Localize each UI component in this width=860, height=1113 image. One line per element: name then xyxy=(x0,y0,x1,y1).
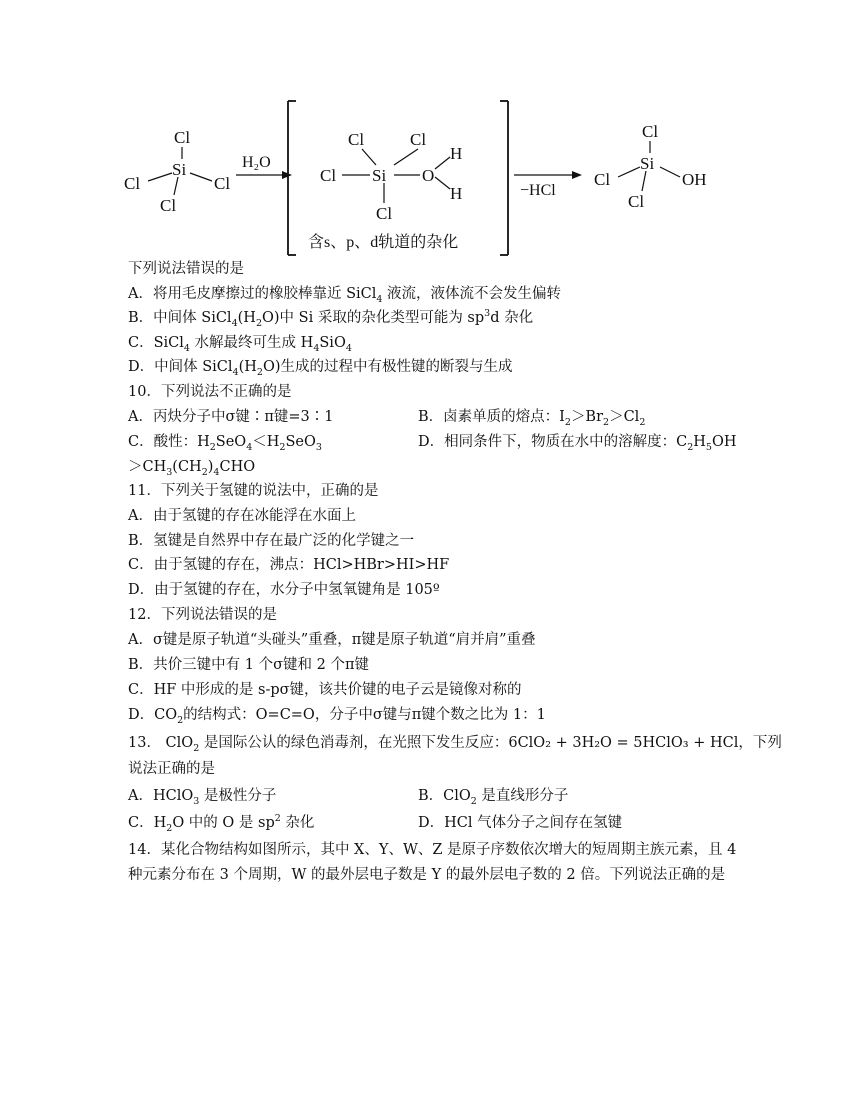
reaction-scheme-svg xyxy=(110,95,750,260)
svg-text:H: H xyxy=(450,184,463,203)
q9-stem: 下列说法错误的是 xyxy=(128,261,244,277)
sicl4-molecule xyxy=(124,128,230,215)
svg-text:O: O xyxy=(422,166,435,185)
q13-equation: 6ClO₂ + 3H₂O = 5HClO₃ + HCl xyxy=(508,735,739,751)
q13-option-b: B．ClO$_2$ 是直线形分子 xyxy=(418,788,569,807)
bracket-right xyxy=(500,101,508,255)
svg-text:OH: OH xyxy=(682,170,707,189)
atom-cl-top: Cl xyxy=(174,128,191,147)
q9-option-a: A．将用毛皮摩擦过的橡胶棒靠近 SiCl$_4$ 液流，液体流不会发生偏转 xyxy=(128,286,562,305)
q11-option-c: C．由于氢键的存在，沸点：HCl>HBr>HI>HF xyxy=(128,557,450,573)
arrow1-label: H₂O xyxy=(242,154,271,171)
q10-option-a: A．丙炔分子中σ键∶π键=3∶1 xyxy=(128,409,334,425)
q12-option-a: A．σ键是原子轨道“头碰头”重叠，π键是原子轨道“肩并肩”重叠 xyxy=(128,632,536,648)
atom-si: Si xyxy=(172,160,187,179)
q10-option-d: D．相同条件下，物质在水中的溶解度：$C_2H_5OH$ xyxy=(418,434,737,453)
q10-option-d-continued: $>CH_3(CH_2)_4CHO$ xyxy=(128,459,256,478)
q13-option-d: D．HCl 气体分子之间存在氢键 xyxy=(418,815,623,831)
intermediate-molecule xyxy=(308,130,462,251)
svg-text:Cl: Cl xyxy=(410,130,427,149)
svg-text:Si: Si xyxy=(372,166,387,185)
reaction-diagram xyxy=(110,95,750,260)
q11-option-d: D．由于氢键的存在，水分子中氢氧键角是 105º xyxy=(128,582,440,598)
q14-stem-line2: 种元素分布在 3 个周期，W 的最外层电子数是 Y 的最外层电子数的 2 倍。下列说法正确的是 xyxy=(128,867,726,883)
svg-text:Cl: Cl xyxy=(320,166,337,185)
q13-stem-line2: 说法正确的是 xyxy=(128,761,215,777)
q10-stem: 10．下列说法不正确的是 xyxy=(128,384,292,400)
arrow-minus-hcl xyxy=(514,171,582,199)
q9-option-b: B．中间体 $SiCl_4(H_2O)$中 Si 采取的杂化类型可能为 $sp^3d$ 杂化 xyxy=(128,308,534,329)
intermediate-caption: 含s、p、d轨道的杂化 xyxy=(308,234,459,251)
svg-text:Cl: Cl xyxy=(642,122,659,141)
product-molecule xyxy=(594,122,707,211)
svg-text:Cl: Cl xyxy=(628,192,645,211)
q12-option-c: C．HF 中形成的是 s-pσ键，该共价键的电子云是镜像对称的 xyxy=(128,682,522,698)
arrow2-label: −HCl xyxy=(520,182,556,199)
arrow-h2o xyxy=(236,154,292,179)
q9-option-c: C．SiCl$_4$ 水解最终可生成 $H_4SiO_4$ xyxy=(128,335,352,354)
svg-text:H: H xyxy=(450,144,463,163)
q9-option-d: D．中间体 $SiCl_4(H_2O)$生成的过程中有极性键的断裂与生成 xyxy=(128,359,513,378)
q13-option-a: A．HClO$_3$ 是极性分子 xyxy=(128,788,277,807)
q13-stem: 13． ClO$_2$ 是国际公认的绿色消毒剂，在光照下发生反应：6ClO₂ + 3H₂O = 5HClO₃ + HCl，下列 xyxy=(128,735,782,754)
q11-option-a: A．由于氢键的存在冰能浮在水面上 xyxy=(128,508,356,524)
atom-cl-bottom: Cl xyxy=(160,196,177,215)
atom-cl-right: Cl xyxy=(214,174,231,193)
svg-text:Cl: Cl xyxy=(376,204,393,223)
svg-text:Cl: Cl xyxy=(348,130,365,149)
atom-cl-left: Cl xyxy=(124,174,141,193)
q11-option-b: B．氢键是自然界中存在最广泛的化学键之一 xyxy=(128,533,415,549)
q10-option-c: C．酸性：$H_2SeO_4<H_2SeO_3$ xyxy=(128,434,322,453)
svg-text:Si: Si xyxy=(640,154,655,173)
q12-option-d: D．$CO_2$的结构式：O=C=O，分子中σ键与π键个数之比为 1：1 xyxy=(128,707,546,726)
q10-option-b: B．卤素单质的熔点：$I_2>Br_2>Cl_2$ xyxy=(418,409,646,428)
q12-option-b: B．共价三键中有 1 个σ键和 2 个π键 xyxy=(128,657,369,673)
bracket-left xyxy=(288,101,296,255)
q13-option-c: C．$H_2O$ 中的 O 是 $sp^2$ 杂化 xyxy=(128,813,315,834)
q11-stem: 11．下列关于氢键的说法中，正确的是 xyxy=(128,483,379,499)
q14-stem-line1: 14．某化合物结构如图所示，其中 X、Y、W、Z 是原子序数依次增大的短周期主族元素，且 4 xyxy=(128,842,737,858)
svg-text:Cl: Cl xyxy=(594,170,611,189)
q12-stem: 12．下列说法错误的是 xyxy=(128,607,277,623)
